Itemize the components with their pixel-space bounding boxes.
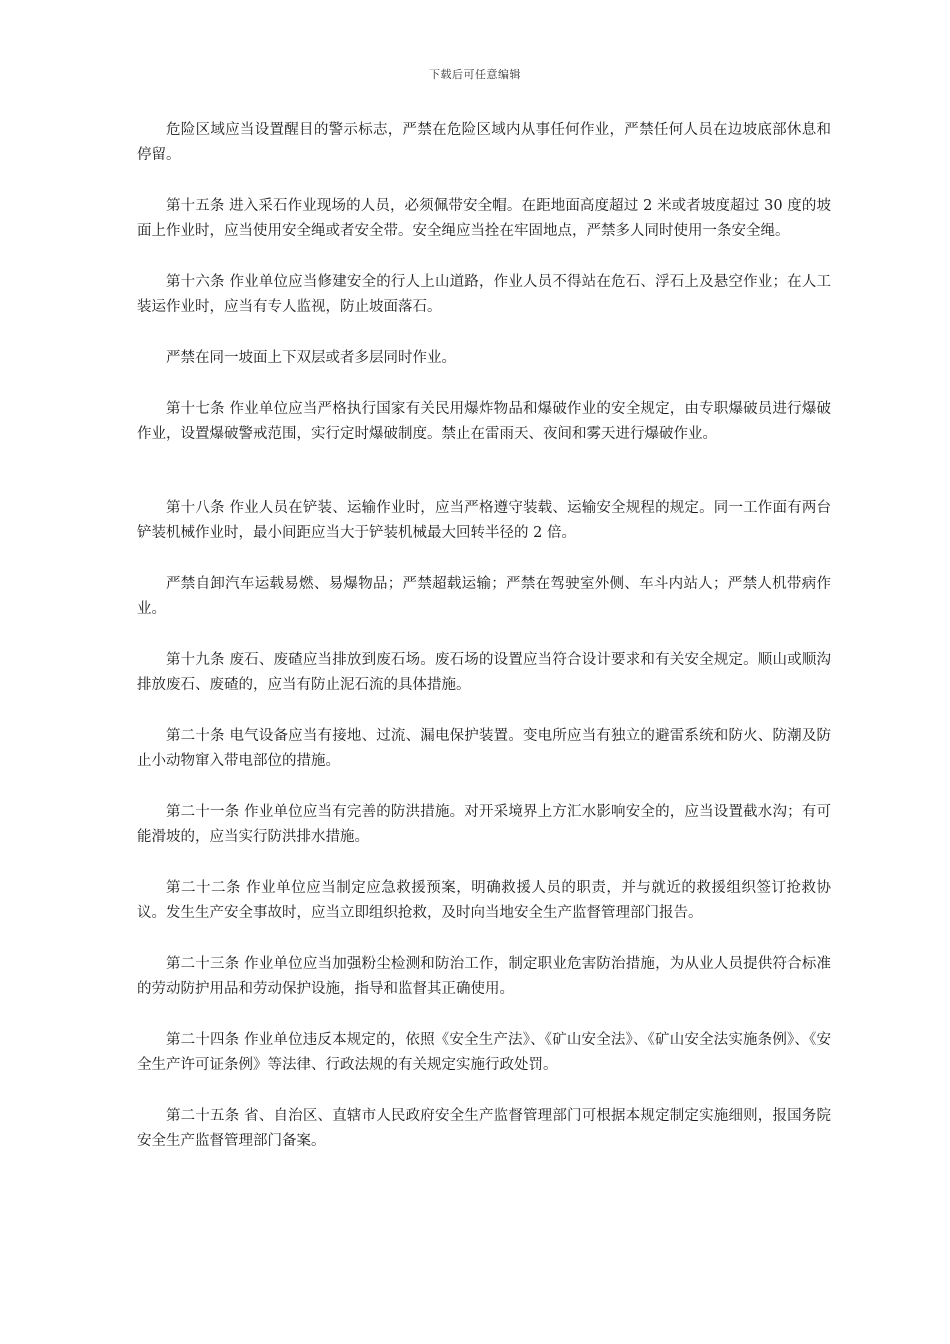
paragraph-article-21: 第二十一条 作业单位应当有完善的防洪措施。对开采境界上方汇水影响安全的，应当设置截水沟；有可能滑坡的，应当实行防洪排水措施。	[137, 804, 831, 845]
paragraph-article-23: 第二十三条 作业单位应当加强粉尘检测和防治工作，制定职业危害防治措施，为从业人员提供符合标准的劳动防护用品和劳动保护设施，指导和监督其正确使用。	[137, 956, 831, 997]
paragraph-article-17: 第十七条 作业单位应当严格执行国家有关民用爆炸物品和爆破作业的安全规定，由专职爆破员进行爆破作业，设置爆破警戒范围，实行定时爆破制度。禁止在雷雨天、夜间和雾天进行爆破作业。	[137, 401, 831, 442]
paragraph-article-25: 第二十五条 省、自治区、直辖市人民政府安全生产监督管理部门可根据本规定制定实施细则，报国务院安全生产监督管理部门备案。	[137, 1108, 831, 1149]
document-body	[137, 118, 831, 1180]
paragraph-hazard-area: 危险区域应当设置醒目的警示标志，严禁在危险区域内从事任何作业，严禁任何人员在边坡底部休息和停留。	[137, 122, 831, 163]
paragraph-no-flammables: 严禁自卸汽车运载易燃、易爆物品；严禁超载运输；严禁在驾驶室外侧、车斗内站人；严禁人机带病作业。	[137, 576, 831, 617]
paragraph-article-22: 第二十二条 作业单位应当制定应急救援预案，明确救援人员的职责，并与就近的救援组织签订抢救协议。发生生产安全事故时，应当立即组织抢救，及时向当地安全生产监督管理部门报告。	[137, 880, 831, 921]
paragraph-article-19: 第十九条 废石、废碴应当排放到废石场。废石场的设置应当符合设计要求和有关安全规定。顺山或顺沟排放废石、废碴的，应当有防止泥石流的具体措施。	[137, 652, 831, 693]
paragraph-article-18: 第十八条 作业人员在铲装、运输作业时，应当严格遵守装载、运输安全规程的规定。同一工作面有两台铲装机械作业时，最小间距应当大于铲装机械最大回转半径的 2 倍。	[137, 500, 831, 541]
page-header: 下载后可任意编辑	[429, 68, 521, 81]
paragraph-article-20: 第二十条 电气设备应当有接地、过流、漏电保护装置。变电所应当有独立的避雷系统和防火、防潮及防止小动物窜入带电部位的措施。	[137, 728, 831, 769]
paragraph-article-24: 第二十四条 作业单位违反本规定的，依照《安全生产法》、《矿山安全法》、《矿山安全法实施条例》、《安全生产许可证条例》等法律、行政法规的有关规定实施行政处罚。	[137, 1032, 831, 1073]
paragraph-article-15: 第十五条 进入采石作业现场的人员，必须佩带安全帽。在距地面高度超过 2 米或者坡度超过 30 度的坡面上作业时，应当使用安全绳或者安全带。安全绳应当拴在牢固地点，严禁多人同时使用一条安全绳。	[137, 198, 831, 239]
paragraph-article-16: 第十六条 作业单位应当修建安全的行人上山道路，作业人员不得站在危石、浮石上及悬空作业；在人工装运作业时，应当有专人监视，防止坡面落石。	[137, 274, 831, 315]
paragraph-no-multilayer: 严禁在同一坡面上下双层或者多层同时作业。	[166, 350, 456, 366]
